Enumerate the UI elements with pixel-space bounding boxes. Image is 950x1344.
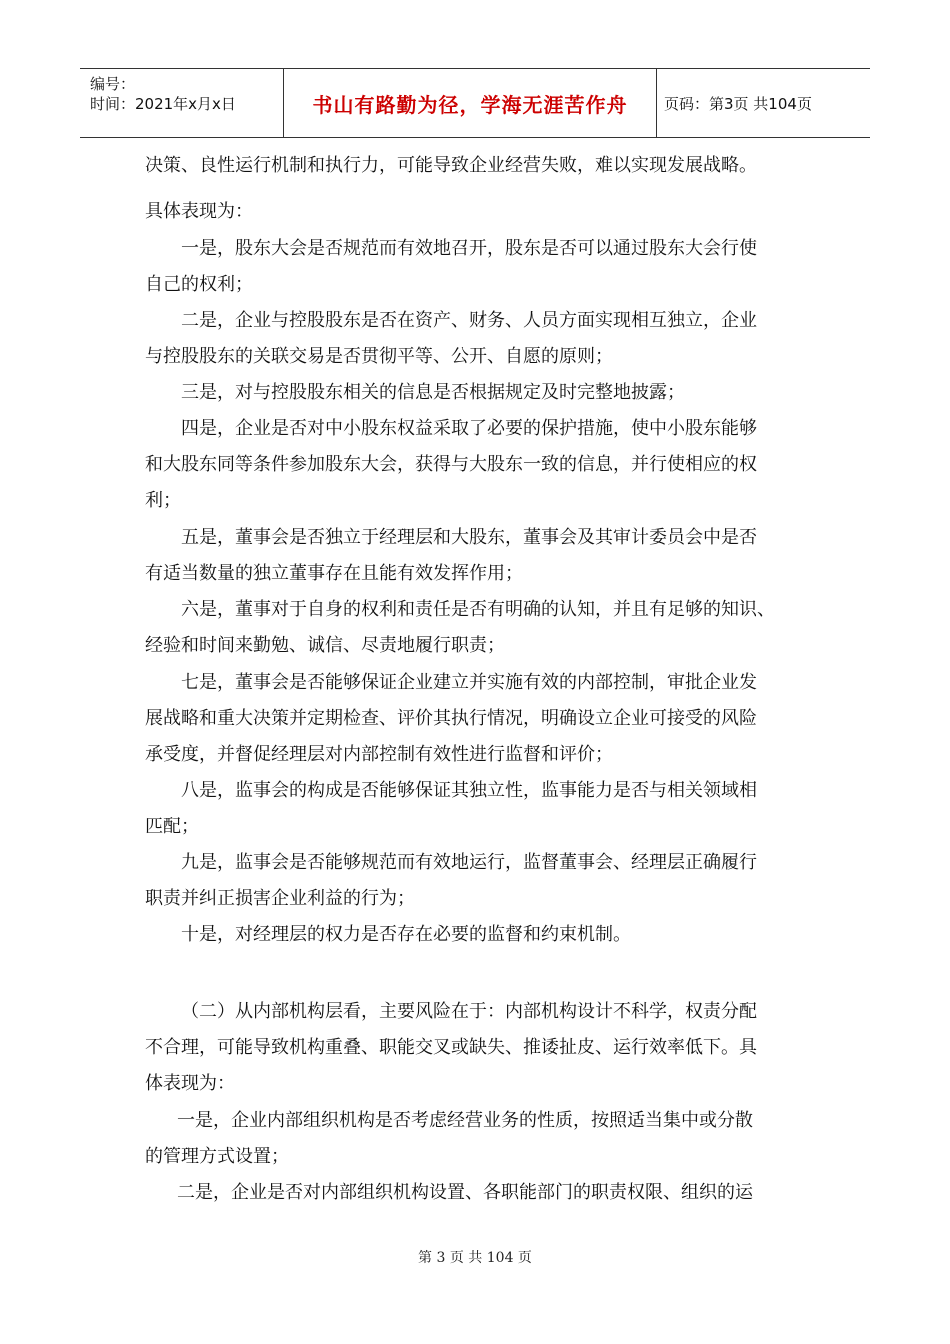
body-line: 六是，董事对于自身的权利和责任是否有明确的认知，并且有足够的知识、 [181, 599, 775, 620]
body-line: 经验和时间来勤勉、诚信、尽责地履行职责； [145, 635, 505, 656]
body-line: 一是，企业内部组织机构是否考虑经营业务的性质，按照适当集中或分散 [177, 1110, 753, 1131]
header-page-info: 页码：第3页 共104页 [664, 94, 812, 113]
body-line: 与控股股东的关联交易是否贯彻平等、公开、自愿的原则； [145, 346, 613, 367]
body-line: 八是，监事会的构成是否能够保证其独立性，监事能力是否与相关领域相 [181, 780, 757, 801]
body-line: 和大股东同等条件参加股东大会，获得与大股东一致的信息，并行使相应的权 [145, 454, 757, 475]
header-page-cell [656, 69, 870, 137]
body-line: 职责并纠正损害企业利益的行为； [145, 888, 415, 909]
body-line: 体表现为： [145, 1073, 235, 1094]
body-line: 具体表现为： [145, 201, 253, 222]
header-motto: 书山有路勤为径，学海无涯苦作舟 [312, 92, 628, 117]
body-line: 二是，企业是否对内部组织机构设置、各职能部门的职责权限、组织的运 [177, 1182, 753, 1203]
body-line: 十是，对经理层的权力是否存在必要的监督和约束机制。 [181, 924, 631, 945]
body-line: 七是，董事会是否能够保证企业建立并实施有效的内部控制，审批企业发 [181, 672, 757, 693]
body-line: 的管理方式设置； [145, 1146, 289, 1167]
body-line: 决策、良性运行机制和执行力，可能导致企业经营失败，难以实现发展战略。 [145, 155, 757, 176]
body-line: 九是，监事会是否能够规范而有效地运行，监督董事会、经理层正确履行 [181, 852, 757, 873]
body-line: 不合理，可能导致机构重叠、职能交叉或缺失、推诿扯皮、运行效率低下。具 [145, 1037, 757, 1058]
body-line: 二是，企业与控股股东是否在资产、财务、人员方面实现相互独立，企业 [181, 310, 757, 331]
page-footer: 第 3 页 共 104 页 [418, 1250, 532, 1266]
header-left-cell [80, 69, 283, 137]
header-motto-cell [283, 69, 657, 137]
body-line: 自己的权利； [145, 274, 253, 295]
body-line: （二）从内部机构层看，主要风险在于：内部机构设计不科学，权责分配 [181, 1001, 757, 1022]
body-line: 三是，对与控股股东相关的信息是否根据规定及时完整地披露； [181, 382, 685, 403]
document-date-label: 时间：2021年x月x日 [90, 95, 236, 113]
body-line: 四是，企业是否对中小股东权益采取了必要的保护措施，使中小股东能够 [181, 418, 757, 439]
body-line: 五是，董事会是否独立于经理层和大股东，董事会及其审计委员会中是否 [181, 527, 757, 548]
body-line: 展战略和重大决策并定期检查、评价其执行情况，明确设立企业可接受的风险 [145, 708, 757, 729]
body-line: 一是，股东大会是否规范而有效地召开，股东是否可以通过股东大会行使 [181, 238, 757, 259]
body-line: 匹配； [145, 816, 199, 837]
body-line: 利； [145, 490, 181, 511]
body-line: 承受度，并督促经理层对内部控制有效性进行监督和评价； [145, 744, 613, 765]
page-header [80, 68, 870, 138]
body-line: 有适当数量的独立董事存在且能有效发挥作用； [145, 563, 523, 584]
document-number-label: 编号： [90, 75, 136, 93]
